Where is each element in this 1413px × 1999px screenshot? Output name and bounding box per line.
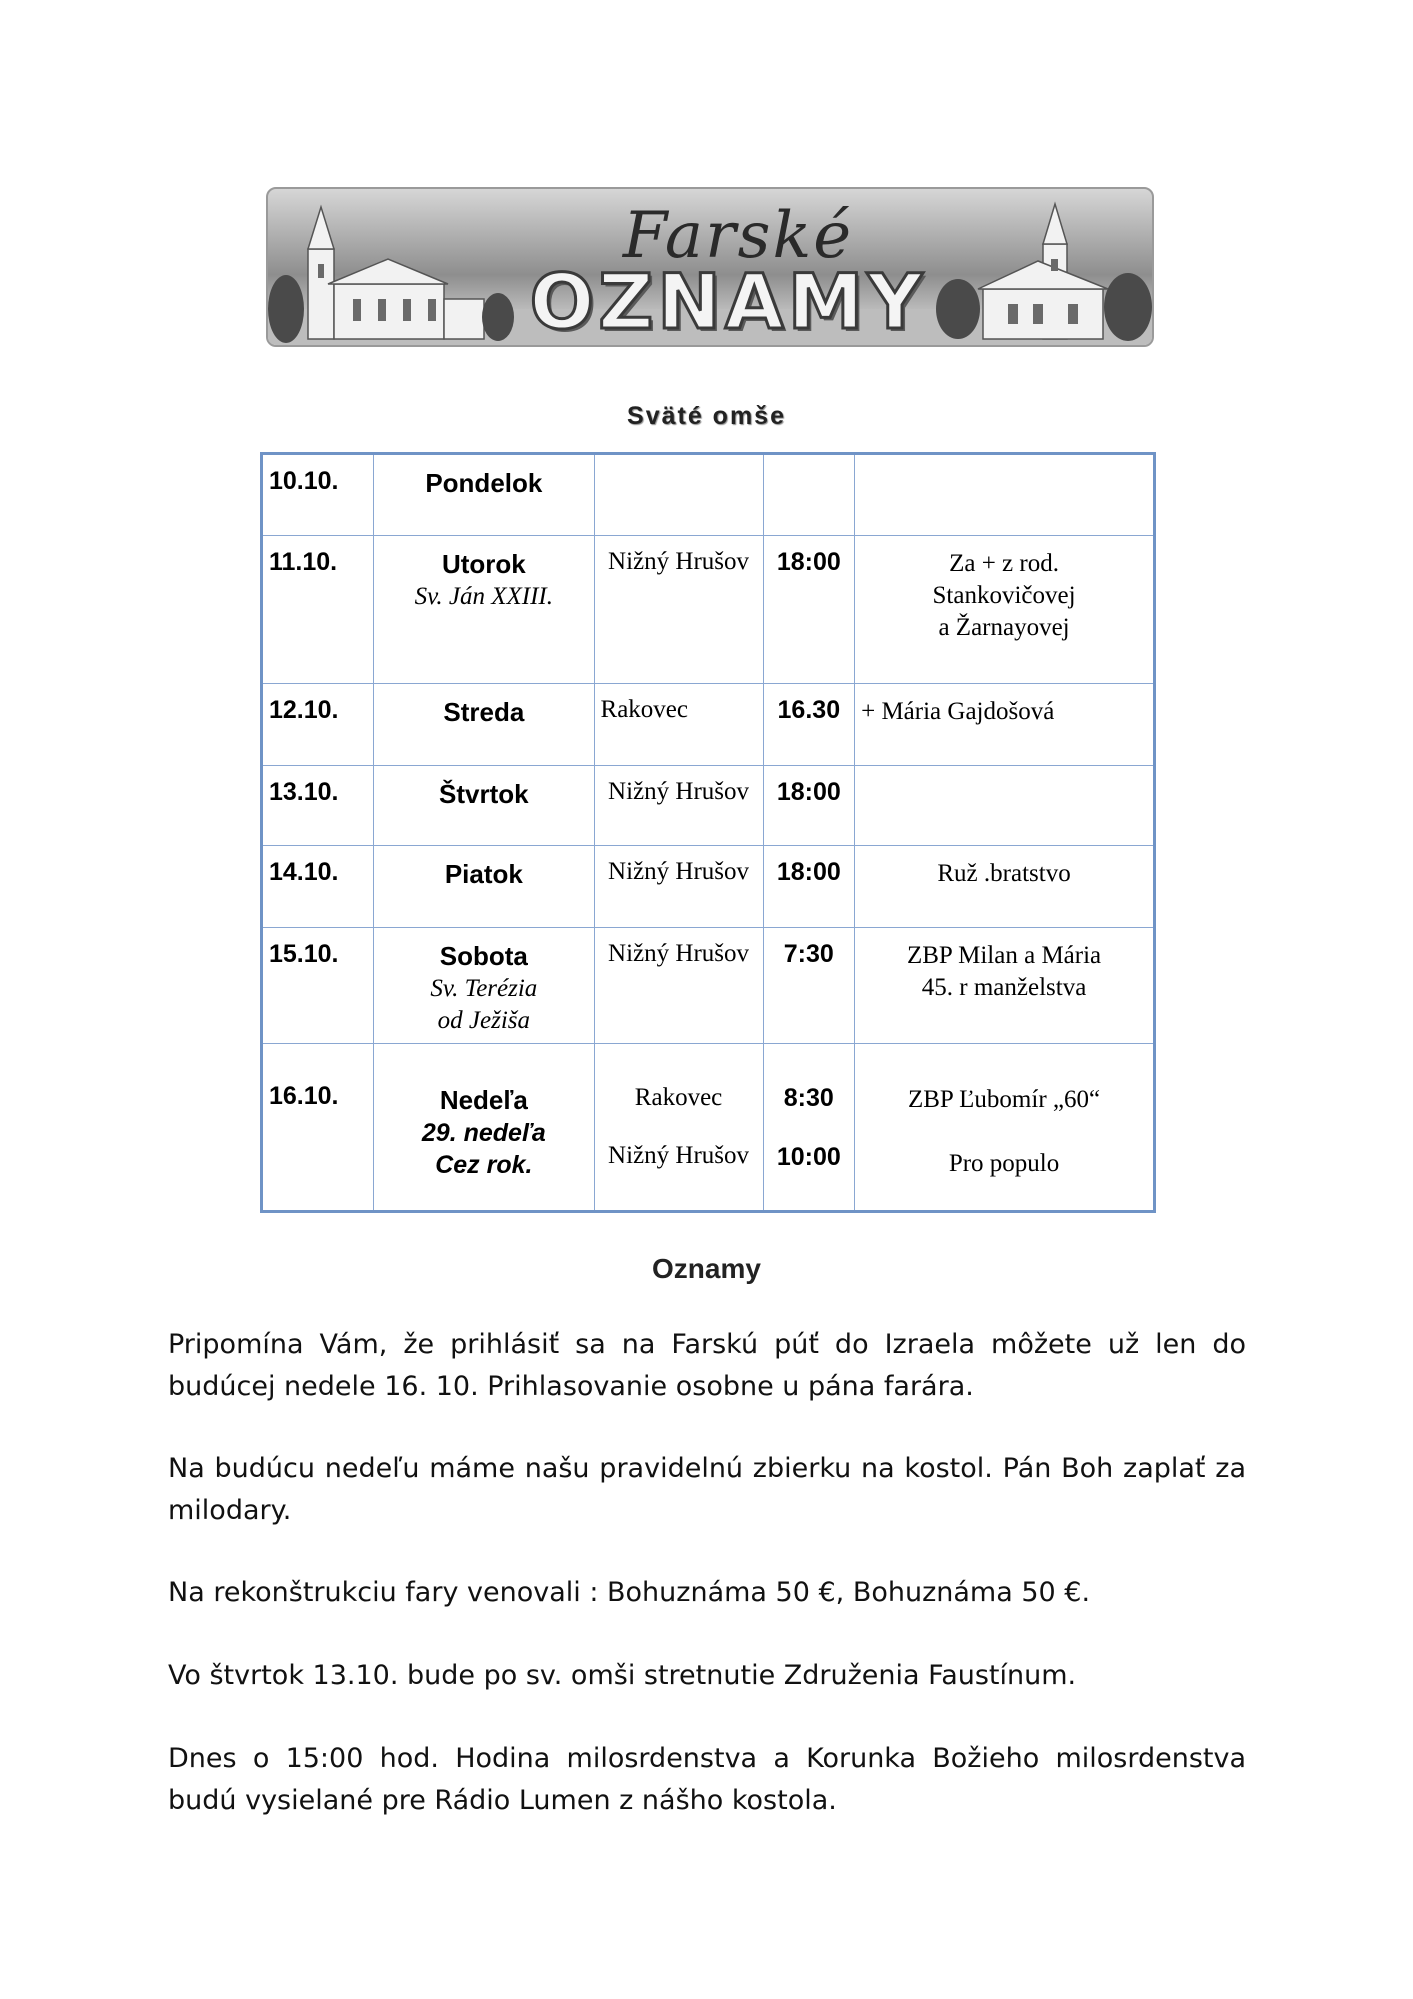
table-row: [262, 684, 1155, 766]
table-row: [262, 766, 1155, 846]
day-name: Pondelok: [425, 468, 543, 498]
notices-title: Oznamy: [652, 1253, 761, 1284]
intention-cell: [855, 536, 1155, 684]
header-banner: [266, 187, 1154, 347]
banner-title-text: OZNAMY: [529, 257, 927, 346]
saint-name: od Ježiša: [437, 1007, 531, 1034]
table-row: [262, 536, 1155, 684]
time-cell: 16.30: [763, 684, 855, 766]
time-cell: 18:00: [763, 766, 855, 846]
day-name: Štvrtok: [439, 779, 529, 809]
saint-name: Sv. Ján XXIII.: [414, 583, 554, 610]
saint-name: Sv. Terézia: [430, 975, 538, 1002]
intention-line: Za + z rod.: [949, 550, 1059, 577]
place-cell: Rakovec: [594, 684, 763, 766]
time-cell: [763, 454, 855, 536]
notice-paragraph: Na budúcu nedeľu máme našu pravidelnú zbierku na kostol. Pán Boh zaplať za milodary.: [168, 1453, 1246, 1526]
place-cell: Nižný Hrušov: [594, 766, 763, 846]
date-cell: 16.10.: [262, 1044, 374, 1212]
intention-cell: + Mária Gajdošová: [855, 684, 1155, 766]
intention-line: a Žarnayovej: [938, 614, 1070, 641]
intention-line: ZBP Ľubomír „60“: [907, 1086, 1101, 1113]
banner-script-text: Farské: [622, 199, 854, 273]
date-cell: 12.10.: [262, 684, 374, 766]
intention-cell: [855, 454, 1155, 536]
intention-cell: [855, 928, 1155, 1044]
day-cell: [374, 766, 594, 846]
masses-title: Sväté omše: [627, 402, 786, 430]
place-cell: [594, 1044, 763, 1212]
intention-cell: [855, 766, 1155, 846]
time-cell: 18:00: [763, 536, 855, 684]
date-cell: 14.10.: [262, 846, 374, 928]
intention-cell: [855, 1044, 1155, 1212]
intention-line: ZBP Milan a Mária: [906, 942, 1102, 969]
day-cell: [374, 454, 594, 536]
date-cell: 13.10.: [262, 766, 374, 846]
place-cell: [594, 454, 763, 536]
place-line: Rakovec: [634, 1084, 723, 1111]
day-name: Utorok: [441, 549, 526, 579]
day-name: Piatok: [444, 859, 523, 889]
table-row: [262, 1044, 1155, 1212]
notice-paragraph: Pripomína Vám, že prihlásiť sa na Farskú púť do Izraela môžete už len do budúcej nedele 16. 10. Prihlasovanie osobne u pána farára.: [168, 1329, 1246, 1402]
day-cell: [374, 846, 594, 928]
sunday-subtitle: Cez rok.: [435, 1151, 533, 1179]
day-cell: [374, 684, 594, 766]
day-name: Streda: [443, 697, 525, 727]
place-cell: Nižný Hrušov: [594, 928, 763, 1044]
day-name: Sobota: [439, 941, 528, 971]
place-cell: Nižný Hrušov: [594, 536, 763, 684]
intention-line: Pro populo: [948, 1150, 1060, 1177]
day-name: Nedeľa: [439, 1085, 528, 1115]
day-cell: [374, 536, 594, 684]
date-cell: 15.10.: [262, 928, 374, 1044]
day-cell: [374, 928, 594, 1044]
table-row: [262, 846, 1155, 928]
notice-paragraph: Na rekonštrukciu fary venovali : Bohuznáma 50 €, Bohuznáma 50 €.: [168, 1577, 1091, 1608]
time-cell: 18:00: [763, 846, 855, 928]
place-line: Nižný Hrušov: [608, 1142, 750, 1169]
sunday-subtitle: 29. nedeľa: [421, 1119, 546, 1147]
time-line: 10:00: [776, 1143, 841, 1171]
mass-schedule-table: [260, 452, 1156, 1213]
intention-line: Stankovičovej: [932, 582, 1076, 609]
place-cell: Nižný Hrušov: [594, 846, 763, 928]
notice-paragraph: Vo štvrtok 13.10. bude po sv. omši stretnutie Združenia Faustínum.: [168, 1660, 1077, 1691]
time-line: 8:30: [783, 1084, 834, 1112]
date-cell: 11.10.: [262, 536, 374, 684]
table-row: [262, 454, 1155, 536]
day-cell: [374, 1044, 594, 1212]
time-cell: [763, 1044, 855, 1212]
date-cell: 10.10.: [262, 454, 374, 536]
notice-paragraph: Dnes o 15:00 hod. Hodina milosrdenstva a Korunka Božieho milosrdenstva budú vysielané pre Rádio Lumen z nášho kostola.: [168, 1743, 1246, 1816]
intention-line: 45. r manželstva: [921, 974, 1087, 1001]
table-row: [262, 928, 1155, 1044]
time-cell: 7:30: [763, 928, 855, 1044]
intention-cell: Ruž .bratstvo: [855, 846, 1155, 928]
